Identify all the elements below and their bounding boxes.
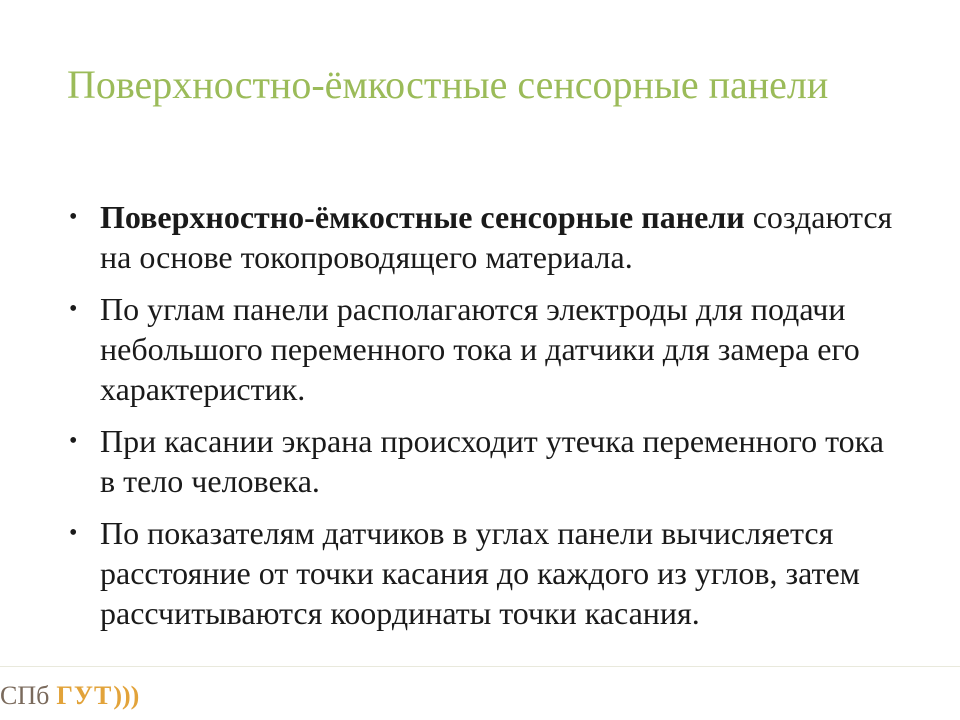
spbgut-logo — [0, 681, 139, 711]
bullet-icon: • — [69, 428, 78, 454]
bullet-icon: • — [69, 204, 78, 230]
bullet-item-2 — [67, 289, 897, 409]
bullet-item-1 — [67, 197, 897, 277]
bullet-text: По углам панели располагаются электроды для подачи небольшого переменного тока и датчики для замера его характеристик. — [100, 291, 860, 407]
bullet-icon: • — [69, 520, 78, 546]
bullet-bold-lead: Поверхностно-ёмкостные сенсорные панели — [100, 199, 745, 235]
bullet-icon: • — [69, 296, 78, 322]
bullet-list — [67, 197, 897, 645]
footer-divider — [0, 666, 960, 667]
logo-gut-text: ГУТ — [56, 681, 113, 710]
bullet-item-4 — [67, 513, 897, 633]
bullet-text: создаются на основе токопроводящего материала. — [100, 199, 893, 275]
logo-spb-text: СПб — [0, 681, 50, 710]
bullet-text: При касании экрана происходит утечка переменного тока в тело человека. — [100, 423, 884, 499]
bullet-text: По показателям датчиков в углах панели вычисляется расстояние от точки касания до каждого из углов, затем рассчитываются координаты точки касания. — [100, 515, 860, 631]
signal-waves-icon: ))) — [113, 681, 140, 710]
slide-title: Поверхностно-ёмкостные сенсорные панели — [67, 62, 829, 107]
bullet-item-3 — [67, 421, 897, 501]
